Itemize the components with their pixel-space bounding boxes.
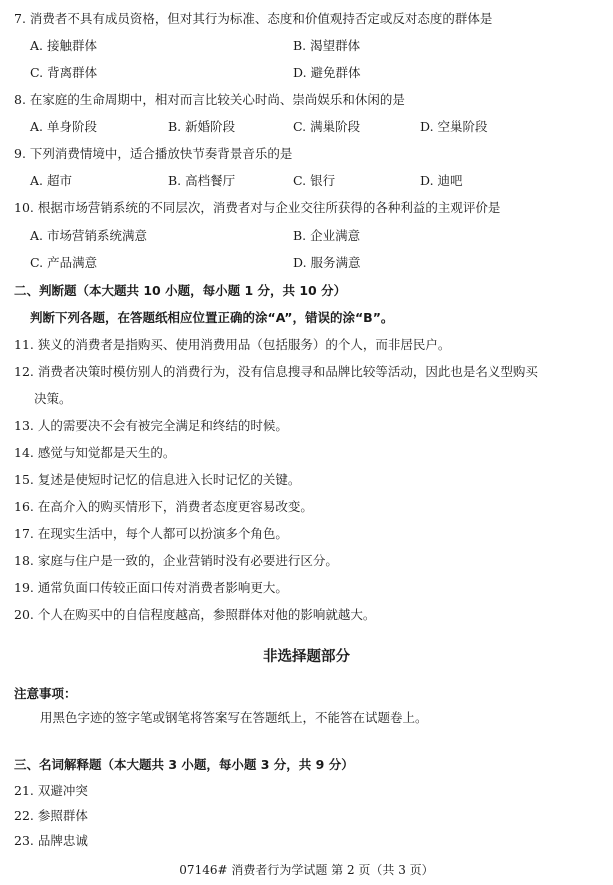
question-10-option-a: A. 市场营销系统满意 — [30, 228, 147, 243]
tf-question-19: 19. 通常负面口传较正面口传对消费者影响更大。 — [14, 580, 288, 595]
question-7-option-b: B. 渴望群体 — [293, 38, 361, 53]
question-9-option-a: A. 超市 — [30, 173, 72, 188]
question-9-option-c: C. 银行 — [293, 173, 336, 188]
question-9-option-b: B. 高档餐厅 — [168, 173, 236, 188]
section-3-title: 三、名词解释题（本大题共 3 小题，每小题 3 分，共 9 分） — [14, 757, 354, 772]
question-10-option-b: B. 企业满意 — [293, 228, 361, 243]
question-7-stem: 7. 消费者不具有成员资格，但对其行为标准、态度和价值观持否定或反对态度的群体是 — [14, 11, 493, 26]
section-2-title: 二、判断题（本大题共 10 小题，每小题 1 分，共 10 分） — [14, 283, 347, 298]
tf-question-14: 14. 感觉与知觉都是天生的。 — [14, 445, 176, 460]
tf-question-12: 12. 消费者决策时模仿别人的消费行为，没有信息搜寻和品牌比较等活动，因此也是名义型购买 — [14, 364, 538, 379]
question-8-option-a: A. 单身阶段 — [30, 119, 97, 134]
question-8-stem: 8. 在家庭的生命周期中，相对而言比较关心时尚、崇尚娱乐和休闲的是 — [14, 92, 405, 107]
term-question-21: 21. 双避冲突 — [14, 783, 88, 798]
question-9-stem: 9. 下列消费情境中，适合播放快节奏背景音乐的是 — [14, 146, 293, 161]
non-choice-part-title: 非选择题部分 — [263, 649, 350, 665]
term-question-22: 22. 参照群体 — [14, 808, 88, 823]
page-footer: 07146# 消费者行为学试题 第 2 页（共 3 页） — [179, 863, 434, 877]
question-7-option-c: C. 背离群体 — [30, 65, 98, 80]
tf-question-17: 17. 在现实生活中，每个人都可以扮演多个角色。 — [14, 526, 288, 541]
question-9-option-d: D. 迪吧 — [420, 173, 463, 188]
tf-question-11: 11. 狭义的消费者是指购买、使用消费用品（包括服务）的个人，而非居民户。 — [14, 337, 451, 352]
tf-question-13: 13. 人的需要决不会有被完全满足和终结的时候。 — [14, 418, 288, 433]
question-10-stem: 10. 根据市场营销系统的不同层次，消费者对与企业交往所获得的各种利益的主观评价是 — [14, 200, 501, 215]
tf-question-16: 16. 在高介入的购买情形下，消费者态度更容易改变。 — [14, 499, 313, 514]
question-8-option-d: D. 空巢阶段 — [420, 119, 488, 134]
question-7-option-d: D. 避免群体 — [293, 65, 361, 80]
tf-question-20: 20. 个人在购买中的自信程度越高，参照群体对他的影响就越大。 — [14, 607, 376, 622]
question-8-option-c: C. 满巢阶段 — [293, 119, 361, 134]
tf-question-18: 18. 家庭与住户是一致的，企业营销时没有必要进行区分。 — [14, 553, 338, 568]
question-10-option-d: D. 服务满意 — [293, 255, 361, 270]
question-10-option-c: C. 产品满意 — [30, 255, 98, 270]
term-question-23: 23. 品牌忠诚 — [14, 833, 88, 848]
tf-question-15: 15. 复述是使短时记忆的信息进入长时记忆的关键。 — [14, 472, 301, 487]
section-2-instruction: 判断下列各题，在答题纸相应位置正确的涂“A”，错误的涂“B”。 — [30, 310, 394, 325]
notice-text: 用黑色字迹的签字笔或钢笔将答案写在答题纸上，不能答在试题卷上。 — [40, 710, 428, 725]
question-7-option-a: A. 接触群体 — [30, 38, 97, 53]
question-8-option-b: B. 新婚阶段 — [168, 119, 236, 134]
tf-question-12-continued: 决策。 — [34, 391, 72, 406]
notice-label: 注意事项： — [14, 686, 77, 701]
